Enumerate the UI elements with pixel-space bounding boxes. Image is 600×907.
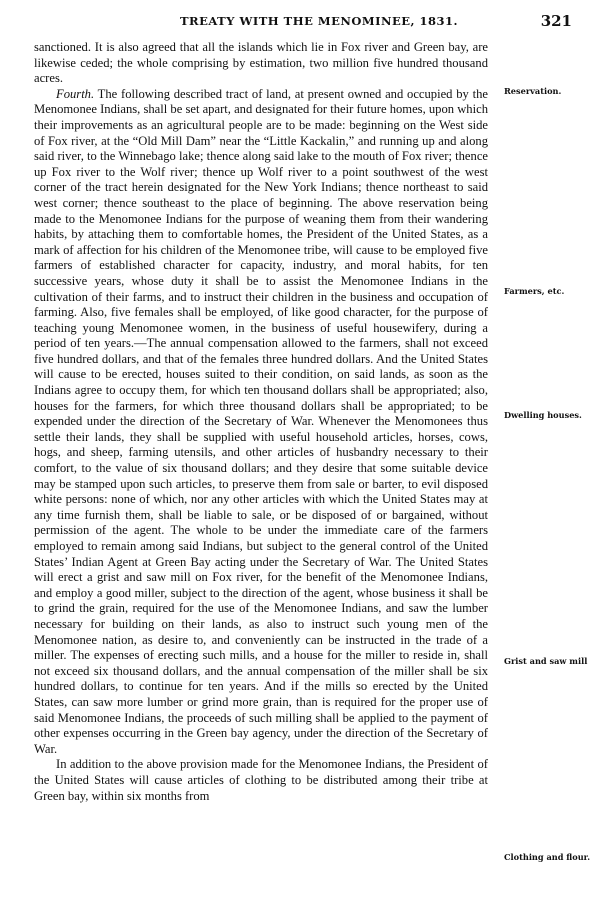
page-number: 321 (540, 12, 572, 30)
paragraph-fourth-text: The following described tract of land, at present owned and occupied by the Menomonee Indians, shall be set apart, and designated for their future homes, upon which their improvements as an agricultural people are to be made: beginning on the West side of Fox river, at the “Old Mill Dam” near the “Little Kackalin,” and running up and along said river, to the Winnebago lake; thence along said lake to the mouth of Fox river; thence up Fox river to the Wolf river; thence up Wolf river to a point southwest of the west corner of the tract herein designated for the New York Indians; thence northeast to said west corner; thence southeast to the place of beginning. The above reservation being made to the Menomonee Indians for the purpose of weaning them from their wandering habits, by attaching them to comfortable homes, the President of the United States, as a mark of affection for his children of the Menomonee tribe, will cause to be employed five farmers of established character for capacity, industry, and moral habits, for ten successive years, whose duty it shall be to assist the Menomonee Indians in the cultivation of their farms, and to instruct their children in the business and occupation of farming. Also, five females shall be employed, of like good character, for the purpose of teaching young Menomonee women, in the business of useful housewifery, during a period of ten years.—The annual compensation allowed to the farmers, shall not exceed five hundred dollars, and that of the females three hundred dollars. And the United States will cause to be erected, houses suited to their condition, on said lands, as soon as the Indians agree to occupy them, for which ten thousand dollars shall be appropriated; also, houses for the farmers, for which three thousand dollars shall be appropriated; to be expended under the direction of the Secretary of War. Whenever the Menomonees thus settle their lands, they shall be supplied with useful household articles, horses, cows, hogs, and sheep, farming utensils, and other articles of husbandry necessary to their comfort, to the value of six thousand dollars; and they desire that some suitable device may be stamped upon such articles, to preserve them from sale or barter, to evil disposed white persons: none of which, nor any other articles with which the United States may at any time furnish them, shall be liable to sale, or be disposed of or bargained, without permission of the agent. The whole to be under the immediate care of the farmers employed to remain among said Indians, but subject to the general control of the United States’ Indian Agent at Green Bay acting under the Secretary of War. The United States will erect a grist and saw mill on Fox river, for the benefit of the Menomonee Indians, and employ a good miller, subject to the direction of the agent, whose business it shall be to grind the grain, required for the use of the Menomonee Indians, and saw the lumber necessary for building on their lands, as also to instruct such young men of the Menomonee nation, as desire to, and conveniently can be instructed in the trade of a miller. The expenses of erecting such mills, and a house for the miller to reside in, shall not exceed six thousand dollars, and the annual compensation of the miller shall be six hundred dollars, to continue for ten years. And if the mills so erected by the United States, can saw more lumber or grind more grain, than is required for the proper use of said Menomonee Indians, the proceeds of such milling shall be applied to the payment of other expenses occurring in the Green bay agency, under the direction of the Secretary of War. (34, 86, 488, 756)
article-label: Fourth. (56, 86, 95, 101)
paragraph-clothing: In addition to the above provision made for the Menomonee Indians, the President of the United States will cause articles of clothing to be distributed among their tribe at Green bay, within six months from (34, 757, 488, 803)
running-title: TREATY WITH THE MENOMINEE, 1831. (180, 14, 459, 28)
margin-note-farmers: Farmers, etc. (504, 286, 565, 296)
paragraph-continuation: sanctioned. It is also agreed that all the islands which lie in Fox river and Green bay, are likewise ceded; the whole comprising by estimation, two million five hundred thousand acres. (34, 40, 488, 86)
page-header (0, 14, 600, 34)
margin-note-clothing: Clothing and flour. (504, 852, 591, 862)
margin-note-grist-mill: Grist and saw mill (504, 656, 588, 666)
body-text (34, 40, 488, 804)
margin-note-reservation: Reservation. (504, 86, 562, 96)
margin-note-dwelling-houses: Dwelling houses. (504, 410, 582, 420)
paragraph-fourth (34, 87, 488, 758)
